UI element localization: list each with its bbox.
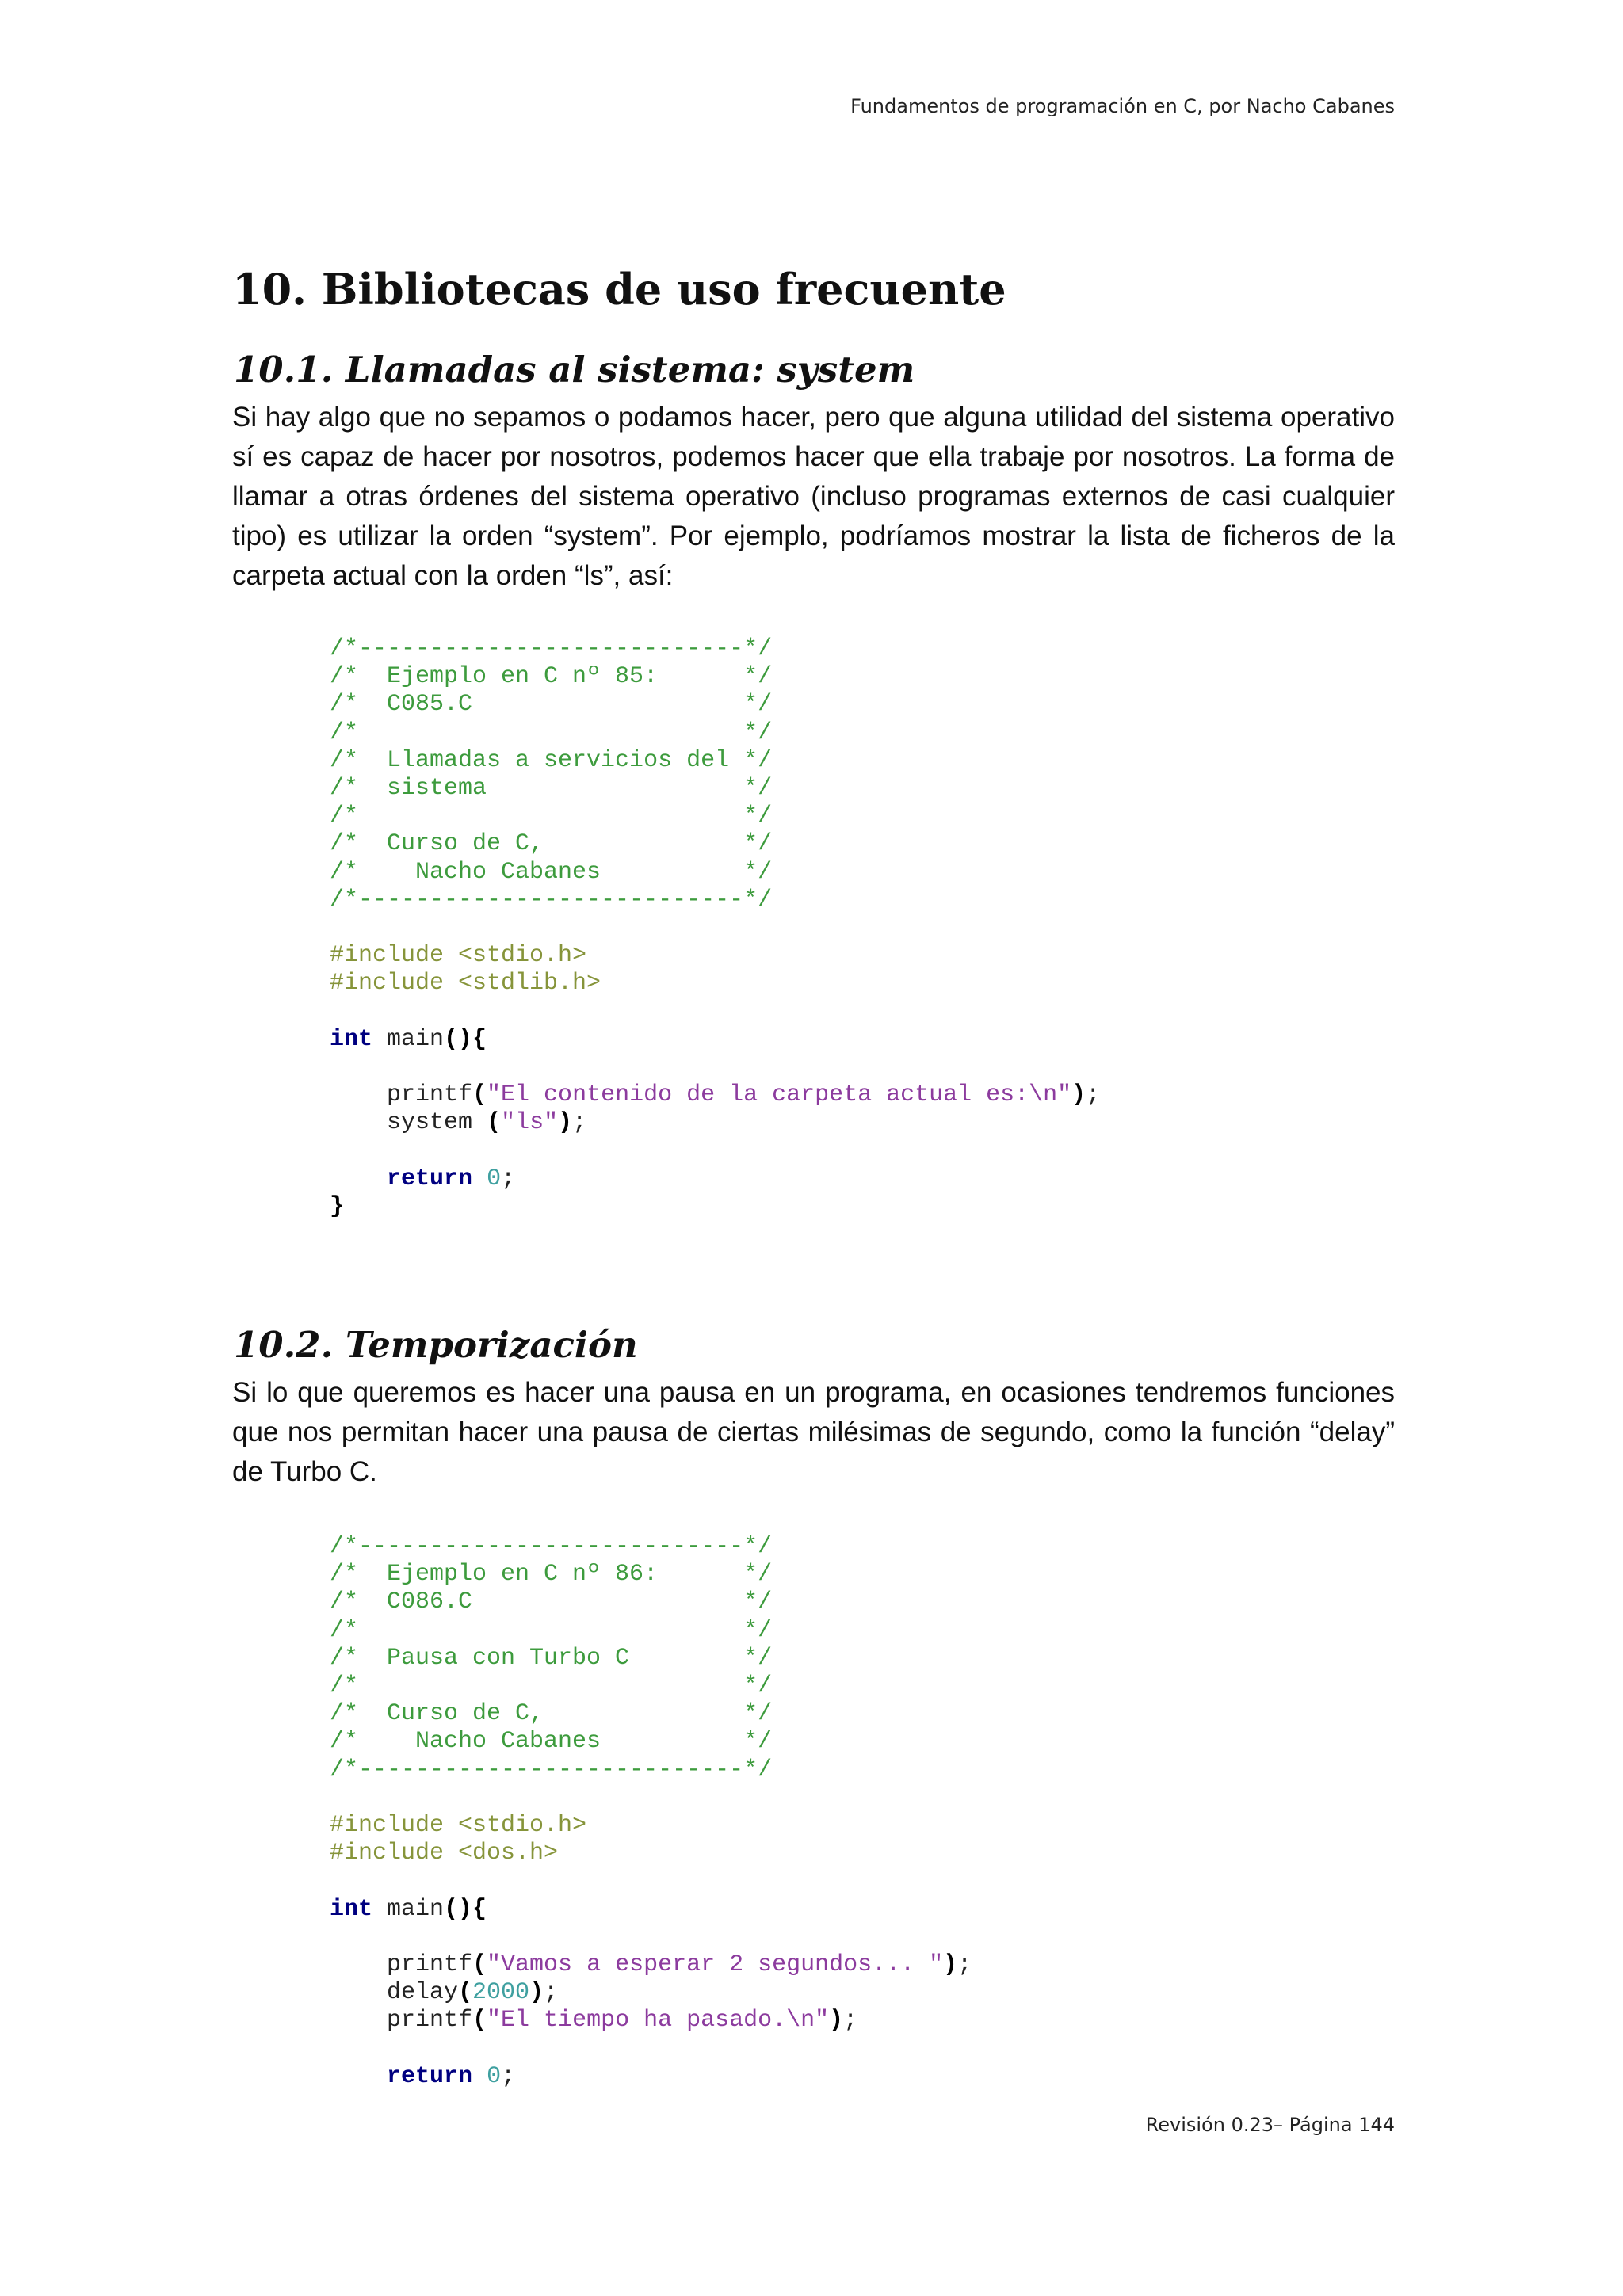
code-comment-line: /* */ bbox=[330, 1672, 773, 1700]
code-comment-line: /* Curso de C, */ bbox=[330, 830, 773, 858]
code-comment-line: /* */ bbox=[330, 719, 773, 746]
code-comment-line: /* Pausa con Turbo C */ bbox=[330, 1644, 773, 1672]
code-number: 2000 bbox=[472, 1979, 530, 2007]
code-string: "ls" bbox=[501, 1109, 559, 1137]
code-comment-line: /* Ejemplo en C nº 85: */ bbox=[330, 663, 773, 691]
code-comment-line: /*---------------------------*/ bbox=[330, 1533, 773, 1560]
code-keyword: return bbox=[387, 2062, 473, 2090]
code-include: #include <dos.h> bbox=[330, 1840, 559, 1867]
page-footer: Revisión 0.23– Página 144 bbox=[1145, 2114, 1395, 2136]
code-string: "Vamos a esperar 2 segundos... " bbox=[487, 1951, 944, 1979]
code-comment-line: /* Nacho Cabanes */ bbox=[330, 858, 773, 886]
code-block-c085: /*---------------------------*/ /* Ejemplo en C nº 85: */ /* C085.C */ /* */ /* Llamadas a servicios del */ /* sistema */ /* */ /* Curso de C, */ /* Nacho Cabanes */ /*---------------------------*/ #include <stdio.h> #include <stdlib.h> int main(){ printf("El contenido de la carpeta actual es:\n"); system ("ls"); return 0; } bbox=[330, 635, 1101, 1221]
code-comment-line: /* Nacho Cabanes */ bbox=[330, 1728, 773, 1756]
code-include: #include <stdlib.h> bbox=[330, 970, 601, 997]
code-include: #include <stdio.h> bbox=[330, 942, 587, 970]
code-string: "El tiempo ha pasado.\n" bbox=[487, 2007, 830, 2035]
section-paragraph-system: Si hay algo que no sepamos o podamos hacer, pero que alguna utilidad del sistema operativo sí es capaz de hacer por nosotros, podemos hacer que ella trabaje por nosotros. La forma de llamar a otras órdenes del sistema operativo (incluso programas externos de casi cualquier tipo) es utilizar la orden “system”. Por ejemplo, podríamos mostrar la lista de ficheros de la carpeta actual con la orden “ls”, así: bbox=[232, 402, 1395, 591]
code-comment-line: /* C085.C */ bbox=[330, 691, 773, 719]
section-title-system: 10.1. Llamadas al sistema: system bbox=[234, 349, 915, 391]
code-comment-line: /*---------------------------*/ bbox=[330, 635, 773, 662]
code-block-c086: /*---------------------------*/ /* Ejemplo en C nº 86: */ /* C086.C */ /* */ /* Pausa con Turbo C */ /* */ /* Curso de C, */ /* Nacho Cabanes */ /*---------------------------*/ #include <stdio.h> #include <dos.h> int main(){ printf("Vamos a esperar 2 segundos... "); delay(2000); printf("El tiempo ha pasado.\n"); return 0; bbox=[330, 1533, 972, 2090]
code-comment-line: /* */ bbox=[330, 803, 773, 830]
code-comment-line: /* Ejemplo en C nº 86: */ bbox=[330, 1561, 773, 1589]
section-paragraph-temporizacion: Si lo que queremos es hacer una pausa en un programa, en ocasiones tendremos funciones que nos permitan hacer una pausa de ciertas milésimas de segundo, como la función “delay” de Turbo C. bbox=[232, 1377, 1395, 1487]
code-comment-line: /* sistema */ bbox=[330, 775, 773, 803]
code-string: "El contenido de la carpeta actual es:\n" bbox=[487, 1081, 1072, 1109]
code-comment-line: /*---------------------------*/ bbox=[330, 1756, 773, 1783]
code-comment-line: /* Curso de C, */ bbox=[330, 1700, 773, 1728]
code-comment-line: /* Llamadas a servicios del */ bbox=[330, 746, 773, 774]
code-comment-line: /*---------------------------*/ bbox=[330, 886, 773, 913]
section-title-temporizacion: 10.2. Temporización bbox=[234, 1324, 638, 1366]
code-comment-line: /* C086.C */ bbox=[330, 1589, 773, 1616]
code-include: #include <stdio.h> bbox=[330, 1812, 587, 1840]
page-header: Fundamentos de programación en C, por Nacho Cabanes bbox=[850, 95, 1395, 117]
code-comment-line: /* */ bbox=[330, 1616, 773, 1644]
code-keyword: return bbox=[387, 1165, 473, 1192]
code-keyword: int bbox=[330, 1025, 373, 1053]
code-keyword: int bbox=[330, 1895, 373, 1923]
chapter-title: 10. Bibliotecas de uso frecuente bbox=[232, 264, 1006, 315]
